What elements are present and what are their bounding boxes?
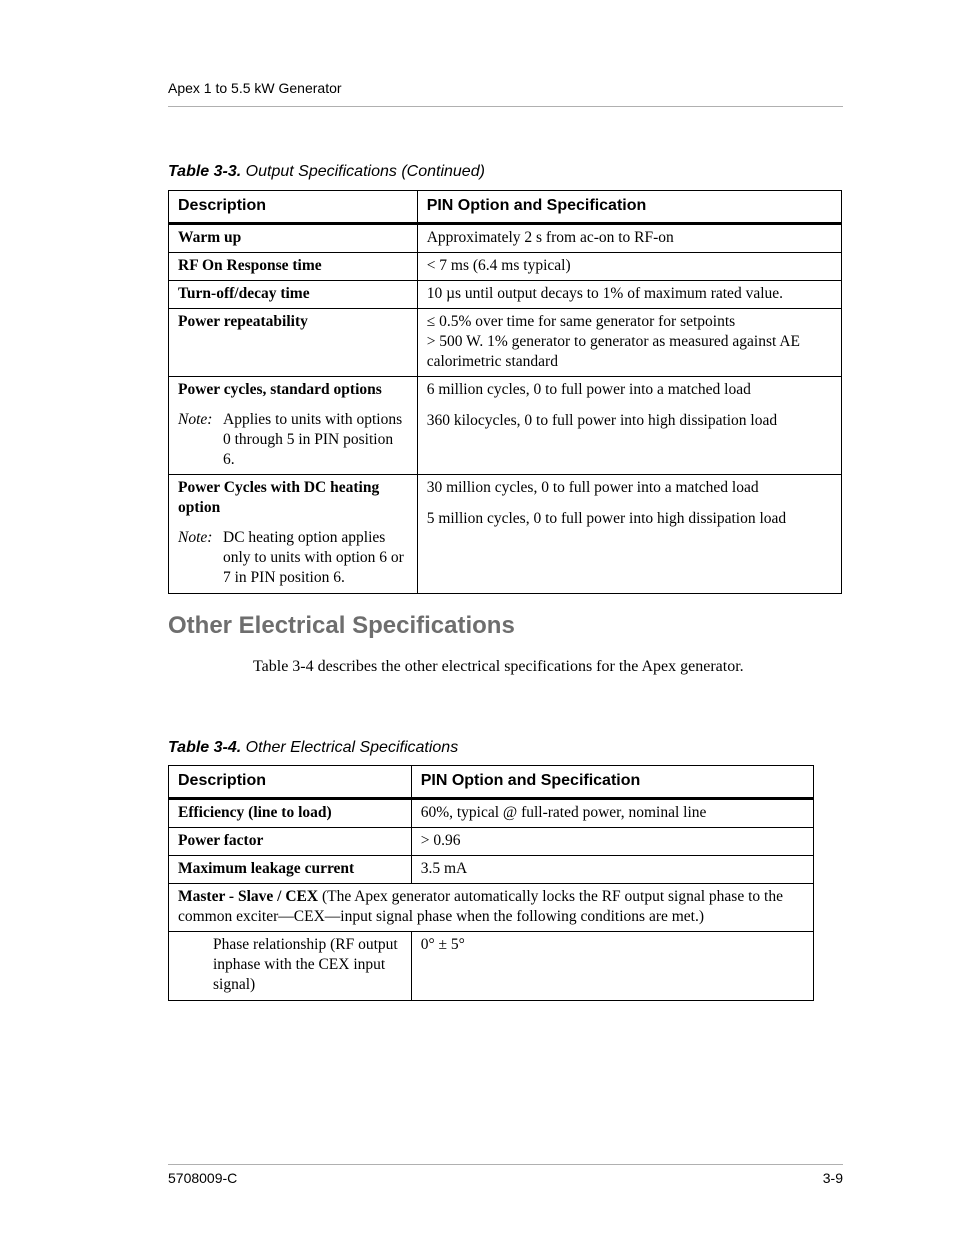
caption-text: Other Electrical Specifications: [245, 739, 459, 756]
table-row: [169, 224, 842, 253]
document-number: 5708009-C: [168, 1170, 238, 1186]
column-header-spec: PIN Option and Specification: [411, 766, 813, 799]
row-description: Turn-off/decay time: [169, 281, 418, 309]
table-row: [169, 828, 814, 856]
note: [178, 528, 408, 588]
page-number: 3-9: [822, 1170, 843, 1186]
note-label: Note:: [178, 411, 213, 428]
spec-line: ≤ 0.5% over time for same generator for setpoints: [426, 313, 736, 330]
row-description: RF On Response time: [169, 253, 418, 281]
row-description: Phase relationship (RF output inphase with the CEX input signal): [169, 932, 412, 1001]
row-description: Efficiency (line to load): [169, 799, 412, 828]
spec-line: 5 million cycles, 0 to full power into high dissipation load: [426, 510, 787, 527]
row-title: Power cycles, standard options: [178, 381, 382, 398]
running-header: Apex 1 to 5.5 kW Generator: [168, 80, 342, 96]
table-row: [169, 856, 814, 884]
other-electrical-specifications-table: [168, 765, 814, 1001]
spec-line: 30 million cycles, 0 to full power into a matched load: [426, 479, 759, 496]
footer-rule: [168, 1164, 843, 1165]
row-description: Warm up: [169, 224, 418, 253]
table-3-3-caption: [168, 163, 485, 181]
column-header-description: Description: [169, 191, 418, 224]
table-row: [169, 377, 842, 475]
row-spec: 10 µs until output decays to 1% of maximum rated value.: [417, 281, 841, 309]
row-spec: 60%, typical @ full-rated power, nominal line: [411, 799, 813, 828]
row-spec: 0° ± 5°: [411, 932, 813, 1001]
body-paragraph: Table 3-4 describes the other electrical specifications for the Apex generator.: [253, 658, 744, 675]
row-description: Power factor: [169, 828, 412, 856]
table-row: [169, 475, 842, 594]
row-description: [169, 475, 418, 594]
caption-number: Table 3-4.: [168, 739, 242, 756]
row-spec: [417, 377, 841, 475]
section-heading: Other Electrical Specifications: [168, 612, 515, 639]
row-description: Maximum leakage current: [169, 856, 412, 884]
spec-line: > 500 W. 1% generator to generator as measured against AE calorimetric standard: [426, 333, 800, 370]
table-row: [169, 884, 814, 932]
table-3-4-caption: [168, 739, 458, 757]
column-header-description: Description: [169, 766, 412, 799]
row-spec: [417, 475, 841, 594]
row-spec: Approximately 2 s from ac-on to RF-on: [417, 224, 841, 253]
table-row: [169, 281, 842, 309]
master-slave-text: (The Apex generator automatically locks the RF output signal phase to the common exciter—CEX—input signal phase when the following conditions are met.): [178, 888, 783, 925]
row-spec: 3.5 mA: [411, 856, 813, 884]
row-spec: [417, 309, 841, 377]
master-slave-label: Master - Slave / CEX: [178, 888, 319, 905]
caption-text: Output Specifications (Continued): [245, 163, 485, 180]
row-spec: > 0.96: [411, 828, 813, 856]
note: [178, 410, 408, 470]
row-description: [169, 377, 418, 475]
note-text: DC heating option applies only to units with option 6 or 7 in PIN position 6.: [223, 529, 404, 586]
table-row: [169, 932, 814, 1001]
header-rule: [168, 106, 843, 107]
caption-number: Table 3-3.: [168, 163, 242, 180]
row-spec: < 7 ms (6.4 ms typical): [417, 253, 841, 281]
row-description: Power repeatability: [169, 309, 418, 377]
output-specifications-table: [168, 190, 842, 594]
spec-line: 360 kilocycles, 0 to full power into high dissipation load: [426, 412, 778, 429]
table-header-row: [169, 766, 814, 799]
table-row: [169, 799, 814, 828]
table-row: [169, 253, 842, 281]
table-row: [169, 309, 842, 377]
table-header-row: [169, 191, 842, 224]
master-slave-row: [169, 884, 814, 932]
spec-line: 6 million cycles, 0 to full power into a matched load: [426, 381, 751, 398]
column-header-spec: PIN Option and Specification: [417, 191, 841, 224]
note-text: Applies to units with options 0 through 5 in PIN position 6.: [223, 411, 403, 468]
row-title: Power Cycles with DC heating option: [178, 479, 380, 516]
note-label: Note:: [178, 529, 213, 546]
